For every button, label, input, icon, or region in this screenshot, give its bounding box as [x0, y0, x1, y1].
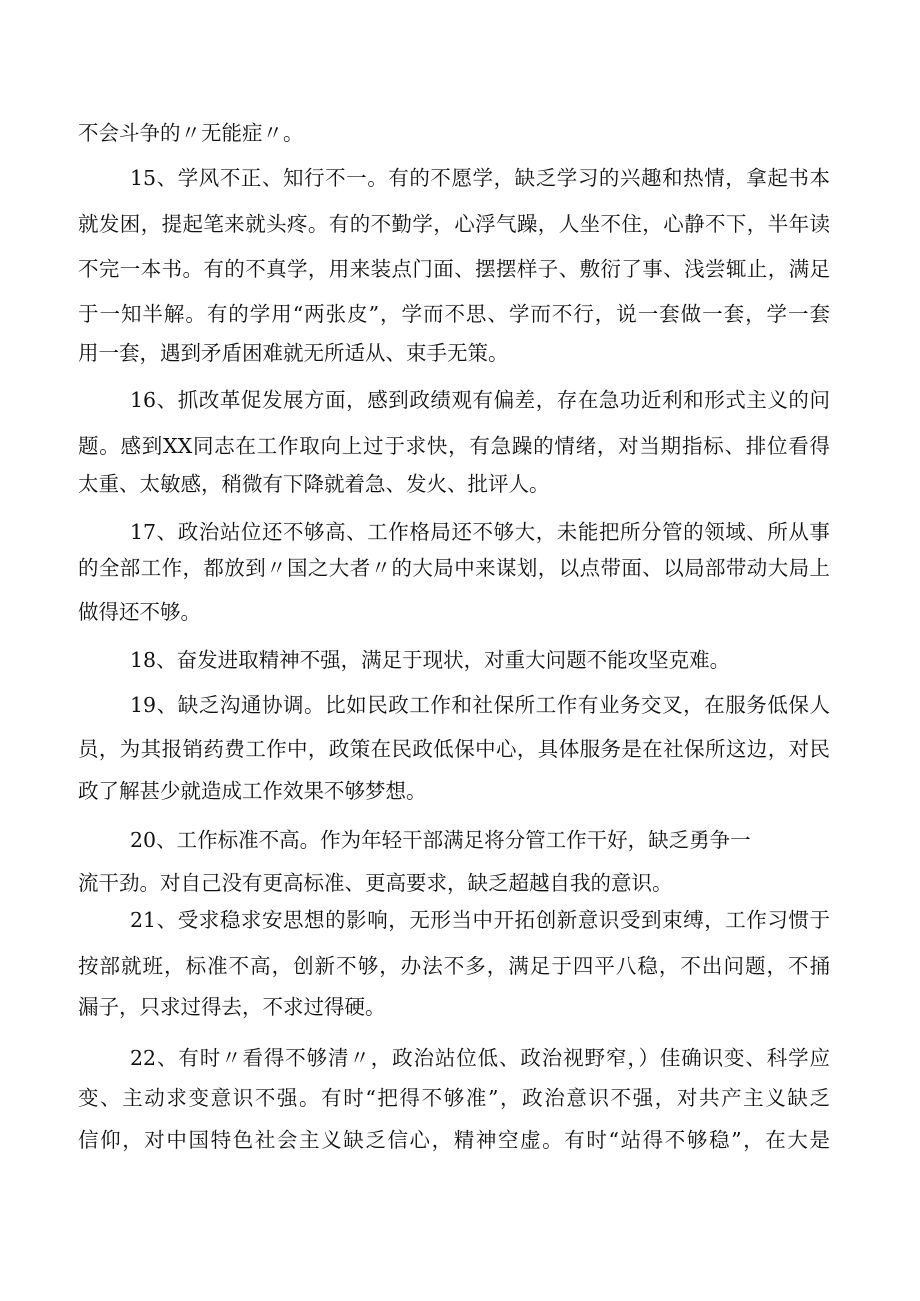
text-line: 不会斗争的〃无能症〃。 — [78, 121, 304, 145]
text-line: 政了解甚少就造成工作效果不够梦想。 — [78, 779, 427, 803]
text-line: 变、主动求变意识不强。有时“把得不够准”，政治意识不强，对共产主义缺乏 — [78, 1086, 830, 1110]
text-line: 22、有时〃看得不够清〃，政治站位低、政治视野窄，）佳确识变、科学应 — [130, 1046, 830, 1070]
text-line: 题。感到XX同志在工作取向上过于求快，有急躁的情绪，对当期指标、排位看得 — [78, 434, 830, 458]
text-line: 按部就班，标准不高，创新不够，办法不多，满足于四平八稳，不出问题，不捅 — [78, 954, 830, 978]
text-line: 19、缺乏沟通协调。比如民政工作和社保所工作有业务交叉，在服务低保人 — [130, 693, 830, 717]
text-line: 流干劲。对自己没有更高标准、更高要求，缺乏超越自我的意识。 — [78, 871, 673, 895]
text-line: 不完一本书。有的不真学，用来装点门面、摆摆样子、敷衍了事、浅尝辄止，满足 — [78, 257, 830, 281]
text-line: 就发困，提起笔来就头疼。有的不勤学，心浮气躁，人坐不住，心静不下，半年读 — [78, 212, 830, 236]
text-line: 的全部工作，都放到〃国之大者〃的大局中来谋划，以点带面、以局部带动大局上 — [78, 556, 830, 580]
text-line: 员，为其报销药费工作中，政策在民政低保中心，具体服务是在社保所这边，对民 — [78, 737, 830, 761]
text-line: 于一知半解。有的学用“两张皮”，学而不思、学而不行，说一套做一套，学一套 — [78, 302, 830, 326]
text-line: 用一套，遇到矛盾困难就无所适从、束手无策。 — [78, 341, 509, 365]
text-line: 漏子，只求过得去，不求过得硬。 — [78, 995, 386, 1019]
text-line: 17、政治站位还不够高、工作格局还不够大，未能把所分管的领域、所从事 — [130, 520, 830, 544]
text-line: 18、奋发进取精神不强，满足于现状，对重大问题不能攻坚克难。 — [130, 648, 731, 672]
text-line: 20、工作标准不高。作为年轻干部满足将分管工作干好，缺乏勇争一 — [130, 828, 751, 852]
text-line: 21、受求稳求安思想的影响，无形当中开拓创新意识受到束缚，工作习惯于 — [130, 908, 830, 932]
text-line: 信仰，对中国特色社会主义缺乏信心，精神空虚。有时“站得不够稳”，在大是 — [78, 1128, 830, 1152]
text-line: 16、抓改革促发展方面，感到政绩观有偏差，存在急功近利和形式主义的问 — [130, 388, 830, 412]
text-line: 做得还不够。 — [78, 600, 201, 624]
text-line: 15、学风不正、知行不一。有的不愿学，缺乏学习的兴趣和热情，拿起书本 — [130, 166, 830, 190]
text-line: 太重、太敏感，稍微有下降就着急、发火、批评人。 — [78, 472, 550, 496]
